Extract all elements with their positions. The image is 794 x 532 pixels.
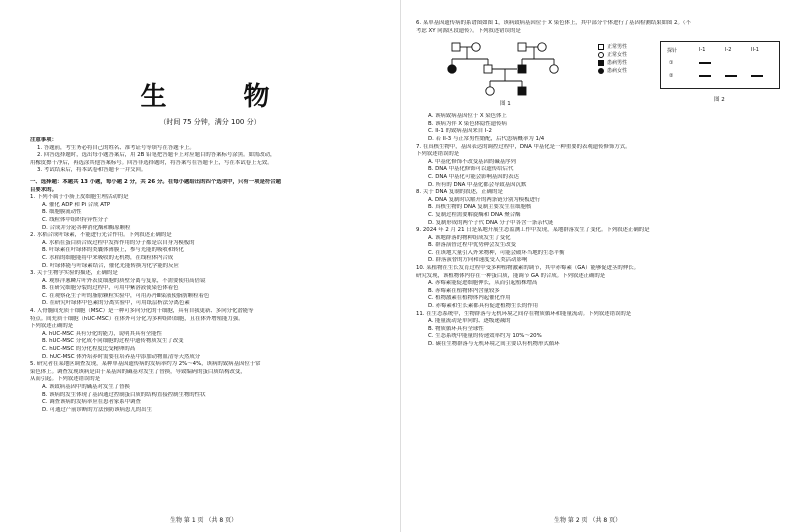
- legend-item: 正常女性: [598, 51, 658, 59]
- option-b: B. 物质循环具有全球性: [428, 325, 484, 332]
- question-2: [30, 232, 390, 270]
- probe-row-label: ②: [669, 73, 674, 80]
- option-b: B. DNA 甲基化修饰可以遗传给后代: [428, 166, 514, 173]
- gel-band: [751, 75, 763, 77]
- option-d: D. 若 II-3 与正常男性婚配，后代患病概率为 1/4: [428, 135, 545, 142]
- question-10: [416, 265, 782, 311]
- legend-item: 患病女性: [598, 67, 658, 75]
- gel-band: [699, 75, 711, 77]
- option-c: C. hUC-MSC 的分化程度比受精卵的高: [42, 346, 136, 353]
- question-8: [416, 189, 782, 227]
- option-d: D. 叶绿体能与叶绿素结合，催化光能转换为化学能的反应: [42, 262, 179, 269]
- question-stem: 下列叙述错误的是: [416, 151, 460, 158]
- square-filled-icon: [598, 60, 604, 66]
- option-c: C. 复制过程需要解旋酶和 DNA 聚合酶: [428, 211, 521, 218]
- option-b: B. 叶绿素在叶绿体的类囊体薄膜上，参与光能的吸收和转化: [42, 247, 184, 254]
- option-b: B. 在研究细胞分裂的过程中，可用甲紫溶液使染色体着色: [42, 285, 179, 292]
- option-d: D. 在研究叶绿体中色素的分离实验中，可用纸层析法分离色素: [42, 300, 190, 307]
- exam-duration: （时间 75 分钟，满分 100 分）: [159, 118, 261, 126]
- figure-2-caption: 图 2: [714, 97, 725, 104]
- option-a: A. 该地群落的物种组成发生了变化: [428, 234, 511, 241]
- option-b: B. 细胞膜流动性: [42, 209, 82, 216]
- option-c: C. 在该地大量引入外来物种，可能会破坏当地的生态平衡: [428, 249, 565, 256]
- lane-label: I-2: [725, 47, 732, 54]
- option-b: B. 该病的发生体现了基因通过控制蛋白质的结构直接控制生物的性状: [42, 391, 206, 398]
- question-4: [30, 308, 390, 361]
- notice-line: 2. 回答选择题时，选出每小题答案后，用 2B 铅笔把答题卡上对应题目的答案标号涂黑。如需改动，: [37, 152, 276, 159]
- option-a: A. 催化 ADP 和 Pi 合成 ATP: [42, 201, 111, 208]
- question-6: [416, 20, 782, 144]
- question-stem: 10. 某植物在生长发育过程中受多种植物激素的调节，其中赤霉素（GA）能够促进茎的伸长。: [416, 265, 639, 272]
- option-a: A. 赤霉素能促进细胞伸长，从而引起植株增高: [428, 280, 538, 287]
- question-stem: 考虑 XY 同源区段遗传）。下列叙述错误的是: [416, 27, 521, 34]
- option-c: C. 植物激素在植物体内起催化作用: [428, 295, 511, 302]
- question-stem: 1. 下列不属于小肠上皮细胞生理活动的是: [30, 194, 129, 201]
- circle-filled-icon: [598, 68, 604, 74]
- square-outline-icon: [598, 44, 604, 50]
- option-c: C. II-1 的致病基因来自 I-2: [428, 128, 492, 135]
- option-d: D. 赤霉素和生长素都具有促进植物生长的作用: [428, 303, 539, 310]
- figure-1-caption: 图 1: [500, 101, 511, 108]
- page-title: 生 物: [140, 82, 304, 112]
- notice-line: 3. 考试结束后，将本试卷和答题卡一并交回。: [37, 167, 147, 174]
- option-a: A. 观察洋葱鳞片叶外表皮细胞的质壁分离与复原，不需要使用高倍镜: [42, 277, 206, 284]
- page-2: [404, 0, 794, 532]
- legend-item: 正常男性: [598, 43, 658, 51]
- option-a: A. 水稻在蛋白质合成过程中发挥作用的分子都是以自身为模板的: [42, 239, 195, 246]
- question-stem: 7. 在真核生物中，基因表达的调控过程中，DNA 甲基化是一种重要的表观遗传修饰方式。: [416, 143, 631, 150]
- question-stem: 2. 水稻合成叶绿素，不能进行光合作用。下列叙述正确的是: [30, 232, 172, 239]
- option-d: D. 复制形成的两个子代 DNA 分子中各含一条亲代链: [428, 219, 554, 226]
- question-9: [416, 227, 782, 265]
- question-stem: 9. 2024 年 2 月 21 日是某地开展生态监测工作中发现，某地群落发生了变化。下列叙述正确的是: [416, 227, 650, 234]
- question-3: [30, 270, 390, 308]
- option-d: D. hUC-MSC 体外培养时需要在培养基中添加动物血清等天然成分: [42, 353, 201, 360]
- option-c: C. DNA 甲基化可能会影响基因的表达: [428, 173, 519, 180]
- option-c: C. 调查该病的发病率应在患者家系中调查: [42, 399, 141, 406]
- section-heading: 目要求的。: [30, 186, 57, 193]
- gel-band: [725, 75, 737, 77]
- option-d: D. 碳在生物群落与无机环境之间主要以有机物形式循环: [428, 341, 560, 347]
- legend-item: 患病男性: [598, 59, 658, 67]
- question-11: [416, 311, 782, 349]
- figure-area: [416, 37, 782, 111]
- gel-result-figure: [660, 41, 780, 89]
- question-5: [30, 361, 390, 414]
- option-a: A. DNA 复制时以解开的两条链分别为模板进行: [428, 196, 541, 203]
- notice-line: 用橡皮擦干净后，再选涂其他答案标号。回答非选择题时，将答案写在答题卡上，写在本试卷上无效。: [30, 159, 273, 166]
- question-stem: 染色体上。调查发现该病是由于某基因的碱基对发生了替换，导致编码的蛋白质结构改变，: [30, 368, 246, 375]
- question-stem: 下列叙述正确的是: [30, 323, 74, 330]
- lane-label: II-1: [751, 47, 759, 54]
- question-7: [416, 144, 782, 190]
- question-stem: 6. 某单基因遗传病的系谱图如图 1，该病致病基因位于 X 染色体上，其中部分个体进行了基因检测结果如图 2。（不: [416, 20, 691, 26]
- page-footer: 生物 第 1 页 （共 8 页）: [170, 517, 238, 524]
- circle-outline-icon: [598, 52, 604, 58]
- pedigree-chart: [430, 37, 590, 107]
- question-stem: 研究发现，该植物体内存在一种蛋白质，能调节 GA 的合成。下列叙述正确的是: [416, 272, 606, 279]
- page-footer: 生物 第 2 页 （共 8 页）: [554, 517, 622, 524]
- question-stem: 3. 关于生物学实验的描述，正确的是: [30, 270, 118, 277]
- probe-row-label: ①: [669, 60, 674, 67]
- question-1: [30, 194, 390, 232]
- question-stem: 特点。间充质干细胞（hUC-MSC）在体外可分化为多种组织细胞，且在体外增殖能力强。: [30, 315, 244, 322]
- gel-band: [699, 62, 711, 64]
- notice-heading: 注意事项：: [30, 137, 57, 143]
- question-stem: 4. 人骨髓间充质干细胞（MSC）是一种可多向分化的干细胞，具有自我更新、多向分化潜能等: [30, 308, 254, 315]
- option-b: B. 群落演替过程中优势种会发生改变: [428, 242, 516, 249]
- option-a: A. 该致病基因中的碱基对发生了替换: [42, 384, 130, 390]
- lane-label: I-1: [699, 47, 706, 54]
- option-c: C. 生态系统中能量的传递效率约为 10%～20%: [428, 333, 542, 340]
- option-d: D. 合成并分泌各种消化酶和酶原颗粒: [42, 224, 131, 231]
- page-divider: [400, 0, 401, 532]
- pedigree-legend: [598, 43, 658, 75]
- option-b: B. hUC-MSC 分化成不同细胞的过程中遗传物质发生了改变: [42, 338, 184, 345]
- option-c: C. 水稻的细胞能将中来吸收的无机物，在线粒体内合成: [42, 254, 174, 261]
- option-b: B. 赤霉素在植物体内含量较多: [428, 287, 500, 294]
- option-c: C. 在观察花生子叶的脂肪颗粒实验中，可用苏丹Ⅲ染液使脂肪颗粒着色: [42, 292, 210, 299]
- option-a: A. 该病致病基因位于 X 染色体上: [428, 113, 507, 120]
- option-d: D. 所有的 DNA 甲基化都会导致基因沉默: [428, 181, 527, 188]
- option-c: C. 线粒体中组织特异性分子: [42, 216, 109, 223]
- option-b: B. 真核生物的 DNA 复制主要发生在细胞核: [428, 204, 532, 211]
- section-heading: 一、选择题：本题共 13 小题，每小题 2 分，共 26 分。在每小题给出的四个选项中，只有一项是符合题: [30, 178, 282, 185]
- option-d: D. 群落演替的方向和速度受人类活动影响: [428, 257, 528, 264]
- question-stem: 8. 关于 DNA 复制的叙述，正确的是: [416, 189, 503, 196]
- option-a: A. hUC-MSC 具有分化的能力，说明其具有全能性: [42, 330, 162, 337]
- notice-line: 1. 答题前，考生务必将自己的姓名、准考证号等填写在答题卡上。: [37, 144, 195, 151]
- question-stem: 11. 在生态系统中，生物群落与无机环境之间存在物质循环和能量流动。下列叙述错误的是: [416, 310, 632, 317]
- question-stem: 5. 研究者在某地区调查发现，某种单基因遗传病的发病率约为 2%～4%，该病的致病基因位于常: [30, 361, 261, 368]
- option-b: B. 该病为伴 X 染色体隐性遗传病: [428, 120, 507, 127]
- option-d: D. 可通过产前诊断的方法预防该病患儿的出生: [42, 406, 153, 413]
- option-a: A. 甲基化修饰不改变基因的碱基序列: [428, 158, 516, 165]
- probe-header: 探针: [667, 48, 678, 55]
- option-a: A. 能量流动是单向的、逐级递减的: [428, 318, 511, 325]
- question-stem: 从而引起。下列叙述错误的是: [30, 376, 101, 383]
